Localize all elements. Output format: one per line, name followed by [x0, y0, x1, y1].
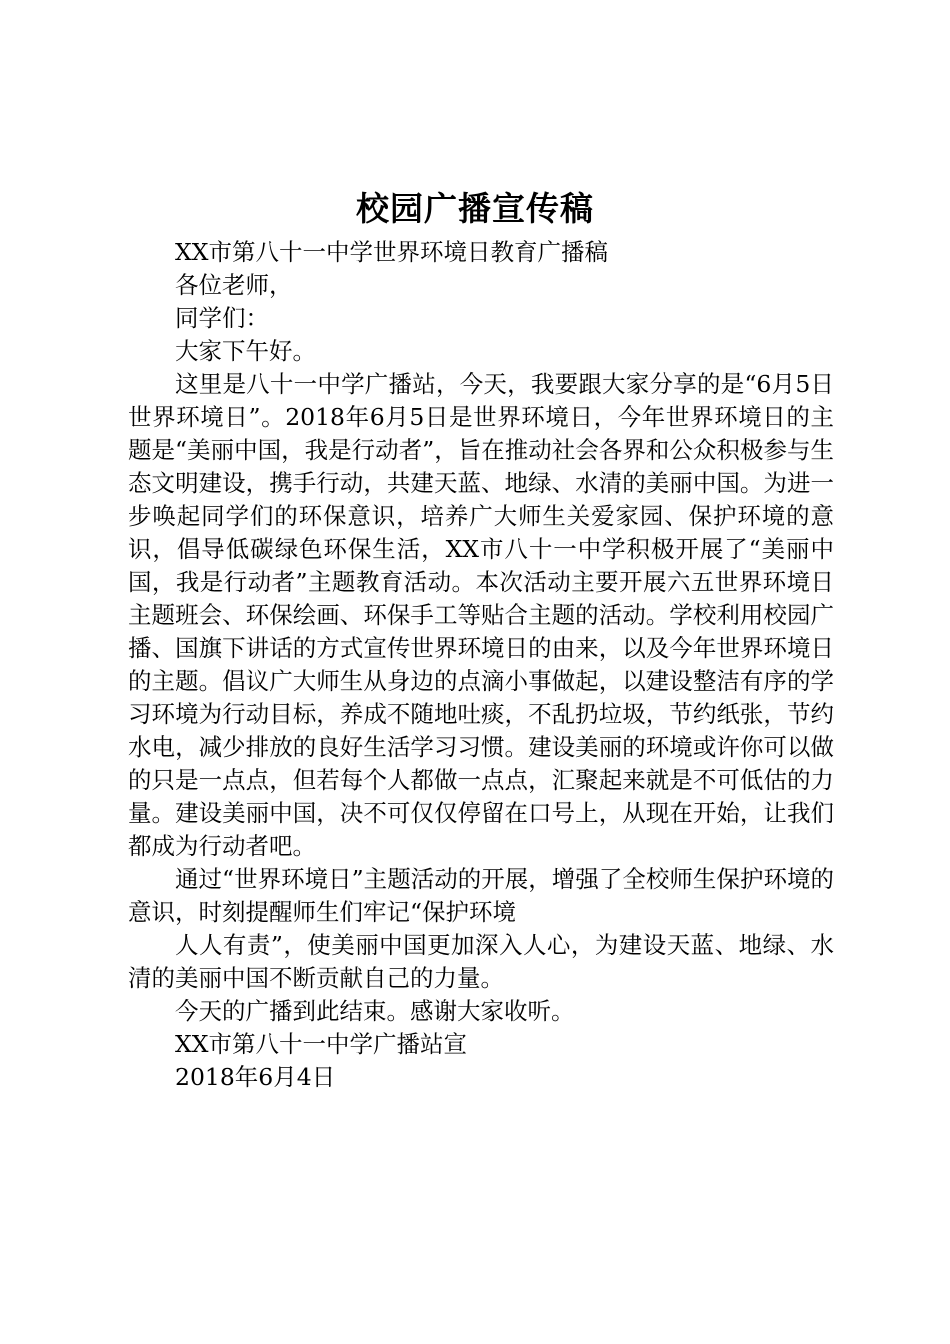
paragraph-activity-result-continued: 人人有责”，使美丽中国更加深入人心，为建设天蓝、地绿、水清的美丽中国不断贡献自己的力量。	[128, 931, 834, 992]
paragraph-greeting-students: 同学们：	[175, 304, 269, 332]
paragraph-date: 2018年6月4日	[175, 1063, 336, 1091]
document-title: 校园广播宣传稿	[356, 189, 594, 228]
paragraph-heading-line: XX市第八十一中学世界环境日教育广播稿	[175, 238, 608, 266]
paragraph-main-content: 这里是八十一中学广播站，今天，我要跟大家分享的是“6月5日世界环境日”。2018年6月5日是世界环境日，今年世界环境日的主题是“美丽中国，我是行动者”，旨在推动社会各界和公众积极参与生态文明建设，携手行动，共建天蓝、地绿、水清的美丽中国。为进一步唤起同学们的环保意识，培养广大师生关爱家园、保护环境的意识，倡导低碳绿色环保生活，XX市八十一中学积极开展了“美丽中国，我是行动者”主题教育活动。本次活动主要开展六五世界环境日主题班会、环保绘画、环保手工等贴合主题的活动。学校利用校园广播、国旗下讲话的方式宣传世界环境日的由来，以及今年世界环境日的主题。倡议广大师生从身边的点滴小事做起，以建设整洁有序的学习环境为行动目标，养成不随地吐痰，不乱扔垃圾，节约纸张，节约水电，减少排放的良好生活学习习惯。建设美丽的环境或许你可以做的只是一点点，但若每个人都做一点点，汇聚起来就是不可低估的力量。建设美丽中国，决不可仅仅停留在口号上，从现在开始，让我们都成为行动者吧。	[128, 370, 834, 860]
paragraph-greeting-teachers: 各位老师，	[175, 271, 293, 299]
document-body	[128, 236, 834, 1094]
paragraph-activity-result: 通过“世界环境日”主题活动的开展，增强了全校师生保护环境的意识，时刻提醒师生们牢记“保护环境	[128, 865, 834, 926]
paragraph-good-afternoon: 大家下午好。	[175, 337, 316, 365]
paragraph-signature: XX市第八十一中学广播站宣	[175, 1030, 467, 1058]
paragraph-closing: 今天的广播到此结束。感谢大家收听。	[175, 997, 575, 1025]
